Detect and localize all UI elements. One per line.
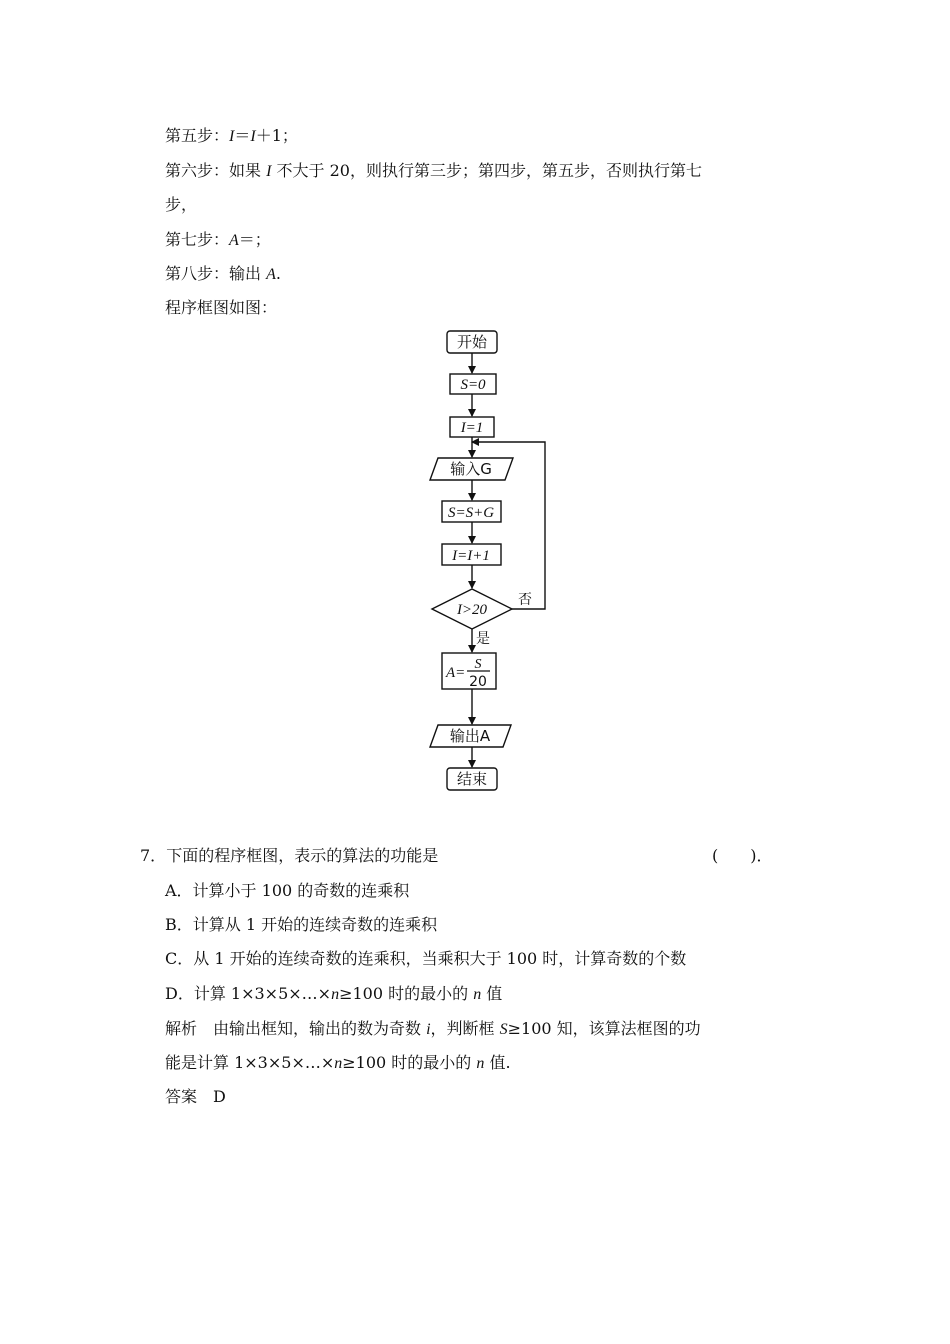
step-8: 第八步：输出 A. bbox=[165, 264, 281, 283]
step-5: 第五步：I＝I＋1； bbox=[165, 126, 298, 145]
question-7-stem bbox=[140, 846, 438, 866]
a-numerator: S bbox=[474, 657, 482, 672]
option-b: B．计算从 1 开始的连续奇数的连乘积 bbox=[165, 915, 438, 934]
step-6-continuation: 步， bbox=[165, 195, 198, 214]
a-lhs-label: A= bbox=[446, 665, 466, 681]
flowchart-intro: 程序框图如图： bbox=[165, 298, 278, 317]
s-update-label: S=S+G bbox=[447, 505, 495, 521]
s-init-label: S=0 bbox=[460, 377, 486, 393]
answer-value: D bbox=[213, 1087, 226, 1106]
condition-label: I>20 bbox=[456, 602, 488, 618]
input-label: 输入G bbox=[450, 460, 492, 478]
question-text: 下面的程序框图，表示的算法的功能是 bbox=[166, 846, 439, 865]
question-number: 7． bbox=[140, 846, 167, 865]
option-c: C．从 1 开始的连续奇数的连乘积，当乘积大于 100 时，计算奇数的个数 bbox=[165, 949, 687, 968]
i-init-label: I=1 bbox=[460, 420, 484, 436]
option-a: A．计算小于 100 的奇数的连乘积 bbox=[165, 881, 410, 900]
answer-label: 答案 bbox=[165, 1087, 198, 1106]
answer-parentheses: ( )． bbox=[712, 846, 773, 865]
answer-line bbox=[165, 1087, 226, 1107]
analysis-line-2: 能是计算 1×3×5×…×n≥100 时的最小的 n 值. bbox=[165, 1053, 511, 1072]
step-6: 第六步：如果 I 不大于 20，则执行第三步；第四步，第五步，否则执行第七 bbox=[165, 161, 702, 180]
yes-label: 是 bbox=[476, 631, 490, 647]
no-label: 否 bbox=[518, 592, 532, 608]
option-d: D．计算 1×3×5×…×n≥100 时的最小的 n 值 bbox=[165, 984, 503, 1003]
i-update-label: I=I+1 bbox=[452, 548, 490, 564]
analysis-line-1: 解析 由输出框知，输出的数为奇数 i，判断框 S≥100 知，该算法框图的功 bbox=[165, 1019, 701, 1038]
a-denominator: 20 bbox=[469, 674, 487, 690]
start-label: 开始 bbox=[456, 333, 488, 351]
output-label: 输出A bbox=[449, 727, 491, 745]
end-label: 结束 bbox=[456, 770, 488, 788]
step-7: 第七步：A＝； bbox=[165, 230, 271, 249]
